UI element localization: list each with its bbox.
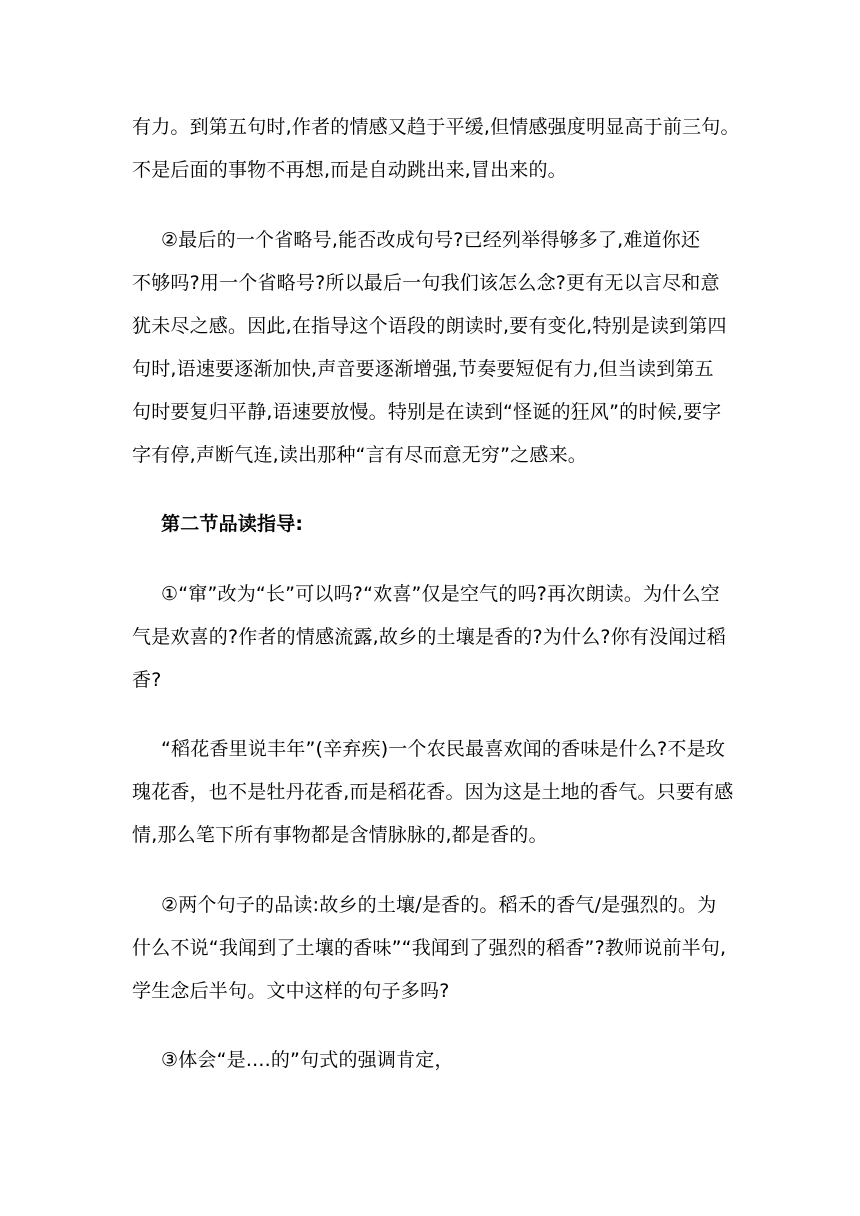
text-line: 不是后面的事物不再想,而是自动跳出来,冒出来的。 xyxy=(132,159,567,181)
text-line: 字有停,声断气连,读出那种“言有尽而意无穷”之感来。 xyxy=(132,444,587,466)
text-line: ①“窜”改为“长”可以吗?“欢喜”仅是空气的吗?再次朗读。为什么空 xyxy=(161,583,720,605)
text-line: 香? xyxy=(132,669,162,691)
text-line: 有力。到第五句时,作者的情感又趋于平缓,但情感强度明显高于前三句。 xyxy=(132,116,740,138)
text-line: 学生念后半句。文中这样的句子多吗? xyxy=(132,980,450,1002)
text-line: ③体会“是....的”句式的强调肯定， xyxy=(161,1049,454,1071)
text-line: ②最后的一个省略号,能否改成句号?已经列举得够多了,难道你还 xyxy=(161,229,701,251)
text-line: 句时要复归平静,语速要放慢。特别是在读到“怪诞的狂风”的时候,要字 xyxy=(132,401,722,423)
text-line: 情,那么笔下所有事物都是含情脉脉的,都是香的。 xyxy=(132,824,548,846)
text-line: “稻花香里说丰年”(辛弃疾)一个农民最喜欢闻的香味是什么?不是玫 xyxy=(161,738,725,760)
text-line: 不够吗?用一个省略号?所以最后一句我们该怎么念?更有无以言尽和意 xyxy=(132,272,720,294)
text-line: 句时,语速要逐渐加快,声音要逐渐增强,节奏要短促有力,但当读到第五 xyxy=(132,358,714,380)
text-line: 瑰花香，也不是牡丹花香,而是稻花香。因为这是土地的香气。只要有感 xyxy=(132,781,734,803)
text-line: 气是欢喜的?作者的情感流露,故乡的土壤是香的?为什么?你有没闻过稻 xyxy=(132,626,726,648)
text-line: ②两个句子的品读:故乡的土壤/是香的。稻禾的香气/是强烈的。为 xyxy=(161,894,717,916)
text-line: 什么不说“我闻到了土壤的香味”“我闻到了强烈的稻香”?教师说前半句, xyxy=(132,937,727,959)
text-line: 犹未尽之感。因此,在指导这个语段的朗读时,要有变化,特别是读到第四 xyxy=(132,315,727,337)
section-heading: 第二节品读指导: xyxy=(161,513,304,535)
